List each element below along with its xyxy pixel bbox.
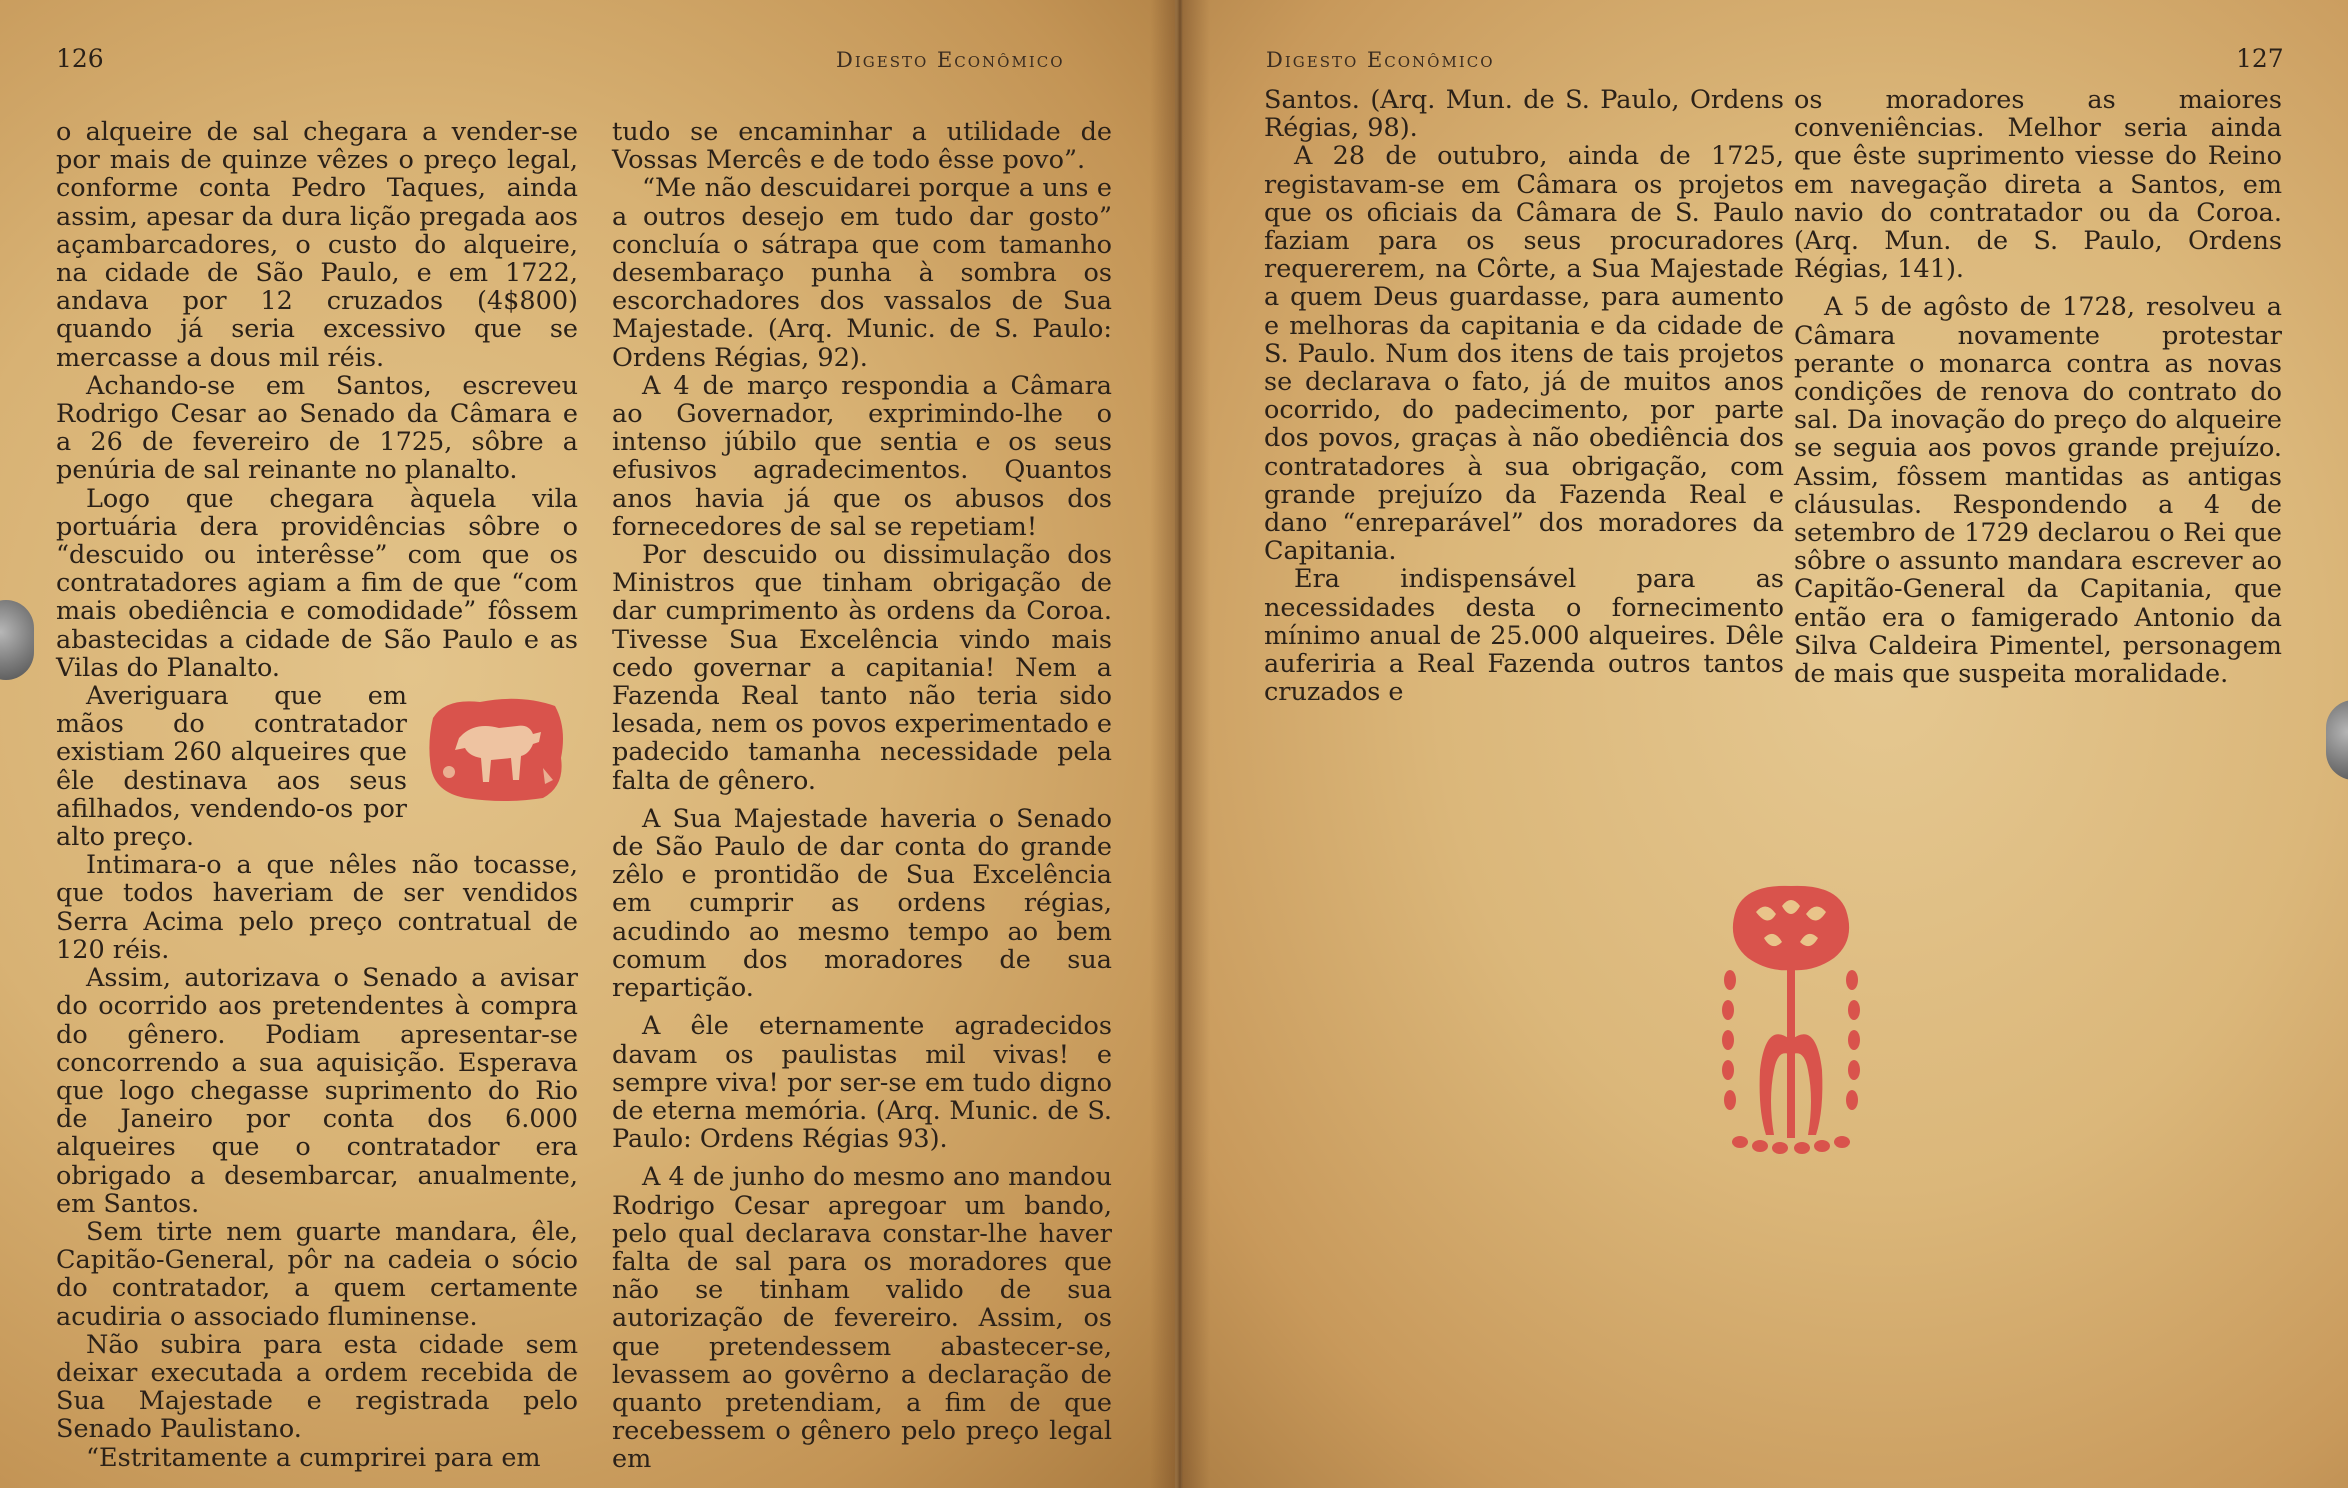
paragraph: “Estritamente a cumprirei para em: [86, 1442, 541, 1473]
paragraph: Não subira para esta cidade sem deixar executada a ordem recebida de Sua Majestade e registrada pelo Senado Paulistano.: [56, 1329, 578, 1445]
right-column-2: [1794, 86, 2282, 688]
paragraph: A 5 de agôsto de 1728, resolveu a Câmara novamente protestar perante o monarca contra as novas condições de renova do contrato do sal. Da inovação do preço do alqueire se seguia aos povos grande prejuízo. Assim, fôssem mantidas as antigas cláusulas. Respondendo a 4 de setembro de 1729 declarou o Rei que sôbre o assunto mandara escrever ao Capitão-General da Capitania, que então era o famigerado Antonio da Silva Caldeira Pimentel, personagem de mais que suspeita moralidade.: [1794, 292, 2282, 690]
paragraph: A Sua Majestade haveria o Senado de São Paulo de dar conta do grande zêlo e prontidão de Sua Excelência em cumprir as ordens régias, acudindo ao mesmo tempo ao bem comum dos moradores de sua repartição.: [612, 803, 1112, 1004]
paragraph: Intimara-o a que nêles não tocasse, que todos haveriam de ser vendidos Serra Acima pelo preço contratual de 120 réis.: [56, 850, 578, 965]
paragraph: Assim, autorizava o Senado a avisar do ocorrido aos pretendentes à compra do gênero. Podiam apresentar-se concorrendo a sua aquisição. Esperava que logo chegasse suprimento do Rio de Janeiro por conta dos 6.000 alqueires que o contratador era obrigado a desembarcar, anualmente, em Santos.: [56, 963, 578, 1219]
paragraph: Santos. (Arq. Mun. de S. Paulo, Ordens Régias, 98).: [1264, 85, 1784, 144]
binder-clip-right: [2326, 700, 2348, 780]
paragraph: os moradores as maiores conveniências. Melhor seria ainda que êste suprimento viesse do Reino em navegação direta a Santos, em navio do contratador ou da Coroa. (Arq. Mun. de S. Paulo, Ordens Régias, 141).: [1794, 85, 2282, 285]
paragraph: Era indispensável para as necessidades desta o fornecimento mínimo anual de 25.000 alqueires. Dêle auferiria a Real Fazenda outros tantos cruzados e: [1264, 564, 1784, 708]
paragraph: A 28 de outubro, ainda de 1725, registavam-se em Câmara os projetos que os oficiais da Câmara de S. Paulo faziam para os seus procuradores requererem, na Côrte, a Sua Majestade a quem Deus guardasse, para aumento e melhoras da capitania e da cidade de S. Paulo. Num dos itens de tais projetos se declarava o fato, já de muitos anos ocorrido, do padecimento, por parte dos povos, graças à não obediência dos contratadores à sua obrigação, com grande prejuízo da Fazenda Real e dano “enreparável” dos moradores da Capitania.: [1264, 141, 1784, 567]
paragraph: Logo que chegara àquela vila portuária dera providências sôbre o “descuido ou interêsse” com que os contratadores agiam a fim de que “com mais obediência e comodidade” fôssem abastecidas a cidade de São Paulo e as Vilas do Planalto.: [56, 483, 578, 683]
page-number-right: 127: [2236, 44, 2284, 73]
paragraph: tudo se encaminhar a utilidade de Vossas Mercês e de todo êsse povo”.: [612, 117, 1112, 176]
running-head-left: Digesto Econômico: [836, 48, 1065, 72]
left-column-1: [56, 118, 578, 1472]
running-head-right: Digesto Econômico: [1266, 48, 1495, 72]
left-column-2: [612, 118, 1112, 1474]
right-column-1: [1264, 86, 1784, 706]
cattle-stamp-icon: [425, 688, 570, 806]
book-gutter: [1150, 0, 1210, 1488]
paragraph: “Me não descuidarei porque a uns e a outros desejo em tudo dar gosto” concluía o sátrapa que com tamanho desembaraço punha à sombra os escorchadores dos vassalos de Sua Majestade. (Arq. Munic. de S. Paulo: Ordens Régias, 92).: [612, 173, 1112, 373]
right-page: [1182, 0, 2348, 1488]
paragraph: Sem tirte nem guarte mandara, êle, Capitão-General, pôr na cadeia o sócio do contratador, a quem certamente acudiria o associado fluminense.: [56, 1216, 578, 1332]
binder-clip-left: [0, 600, 34, 680]
paragraph: A 4 de março respondia a Câmara ao Governador, exprimindo-lhe o intenso júbilo que sentia e os seus efusivos agradecimentos. Quantos anos havia já que os abusos dos fornecedores de sal se repetiam!: [612, 370, 1112, 542]
page-number-left: 126: [56, 44, 104, 73]
floral-tailpiece-icon: [1716, 880, 1866, 1160]
paragraph: Por descuido ou dissimulação dos Ministros que tinham obrigação de dar cumprimento às ordens da Coroa. Tivesse Sua Excelência vindo mais cedo governar a capitania! Nem a Fazenda Real tanto não teria sido lesada, nem os povos experimentado e padecido tamanha necessidade pela falta de gênero.: [612, 540, 1112, 796]
paragraph: A 4 de junho do mesmo ano mandou Rodrigo Cesar apregoar um bando, pelo qual declarava constar-lhe haver falta de sal para os moradores que não se tinham valido de sua autorização de fevereiro. Assim, os que pretendessem abastecer-se, levassem ao govêrno a declaração de quanto pretendiam, a fim de que recebessem o gênero pelo preço legal em: [612, 1162, 1112, 1475]
paragraph: o alqueire de sal chegara a vender-se por mais de quinze vêzes o preço legal, conforme conta Pedro Taques, ainda assim, apesar da dura lição pregada aos açambarcadores, o custo do alqueire, na cidade de São Paulo, e em 1722, andava por 12 cruzados (4$800) quando já seria excessivo que se mercasse a dous mil réis.: [56, 117, 578, 373]
paragraph: Averiguara que em mãos do contratador existiam 260 alqueires que êle destinava aos seus afilhados, vendendo-os por alto preço.: [56, 681, 407, 853]
paragraph: A êle eternamente agradecidos davam os paulistas mil vivas! e sempre viva! por ser-se em tudo digno de eterna memória. (Arq. Munic. de S. Paulo: Ordens Régias 93).: [612, 1011, 1112, 1155]
paragraph: Achando-se em Santos, escreveu Rodrigo Cesar ao Senado da Câmara e a 26 de fevereiro de 1725, sôbre a penúria de sal reinante no planalto.: [56, 370, 578, 486]
